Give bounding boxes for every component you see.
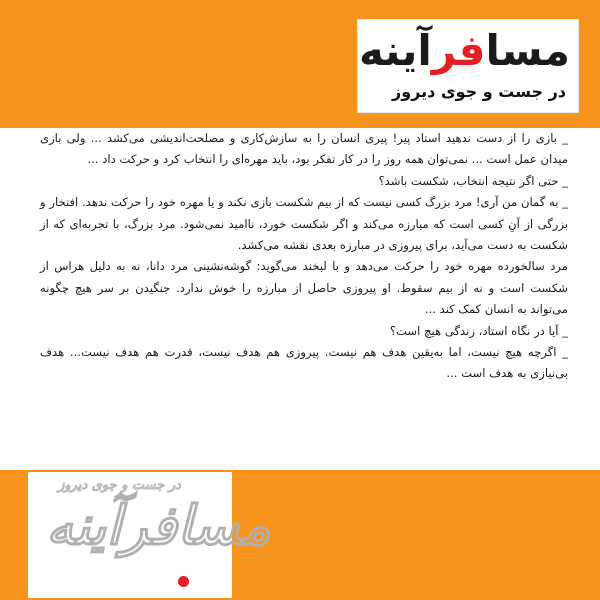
paragraph: _ حتی اگر نتیجه انتخاب، شکست باشد؟ [378,173,568,188]
logo-title-accent: فر [431,26,486,75]
paragraph: _ آیا در نگاه استاد، زندگی هیچ است؟ [389,323,568,338]
logo-title-part2: آینه [359,26,432,75]
paragraph: _ به گمان من آری! مرد بزرگ کسی نیست که از بیم شکست بازی نکند و یا مهره خود را حرکت ندهد. افتخار و بزرگی از آنِ کسی است که مبارزه می‌کند و اگر شکست خورد، ناامید نمی‌شود. مرد بزرگ، با تجربه‌ای که از شکست به دست می‌آید، برای پیروزی در مبارزه بعدی نقشه می‌کشد. [40,195,568,253]
logo-subtitle: در جست و جوی دیروز [392,82,566,101]
header-logo [358,20,578,112]
watermark-title: مسافرآینه [46,494,271,557]
logo-title [359,26,570,76]
footer-watermark-logo [28,472,271,598]
watermark-red-dot [178,576,189,587]
article-body [40,128,568,468]
paragraph: مرد سالخورده مهره خود را حرکت می‌دهد و با لبخند می‌گوید: گوشه‌نشینی مرد دانا، نه به دلیل هراس از شکست است و نه از بیم سقوط. او پیروزی حاصل از مبارزه را خوش ندارد. جنگیدن بر سر هیچ چگونه می‌تواند به انسان کمک کند ... [40,259,568,317]
paragraph: _ اگرچه هیچ نیست، اما به‌یقین هدف هم نیست. پیروزی هم هدف نیست، قدرت هم هدف نیست... هدف بی‌نیازی به هدف است ... [40,345,568,381]
watermark-subtitle: در جست و جوی دیروز [58,478,181,493]
paragraph: _ بازی را از دست ندهید استاد پیر! پیری انسان را به سازش‌کاری و مصلحت‌اندیشی می‌کشد ... ولی بازی میدان عمل است ... نمی‌توان همه روز را در کار تفکر بود، باید مهره‌ای را انتخاب کرد و حرکت داد ... [40,131,568,167]
logo-title-part1: مسا [485,26,570,75]
